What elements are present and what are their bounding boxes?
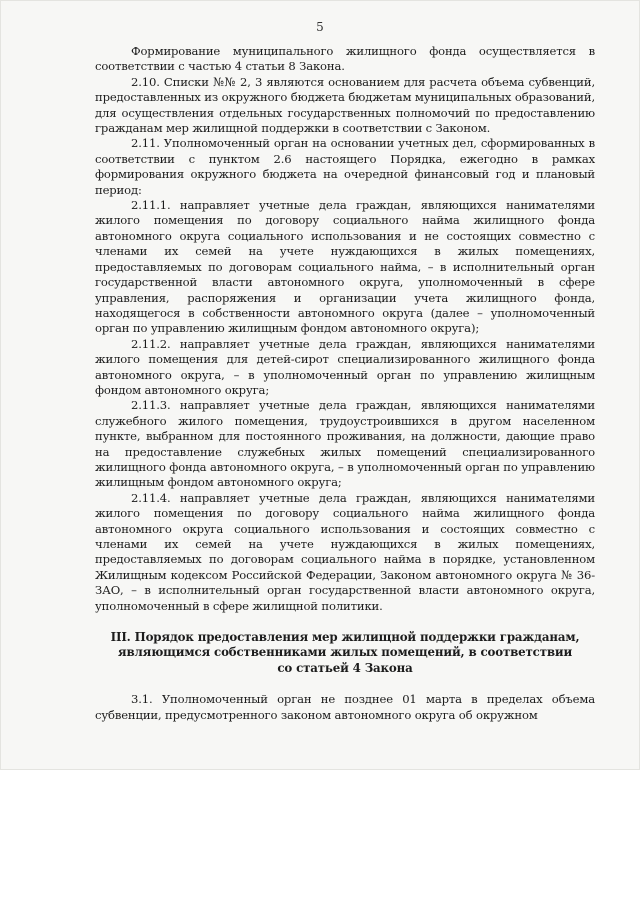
section-heading-line: являющимся собственниками жилых помещений, в соответствии: [117, 645, 573, 660]
paragraph-2-10: 2.10. Списки №№ 2, 3 являются основанием для расчета объема субвенций, предоставленных из окружного бюджета бюджетам муниципальных образований, для осуществления отдельных государственных полномочий по предоставлению гражданам мер жилищной поддержки в соответствии с Законом.: [95, 74, 595, 136]
paragraph-2-11-4: 2.11.4. направляет учетные дела граждан, являющихся нанимателями жилого помещения по договору социального найма жилищного фонда автономного округа социального использования и состоящих совместно с членами их семей на учете нуждающихся в жилых помещениях, предоставляемых по договорам социального найма в порядке, установленном Жилищным кодексом Российской Федерации, Законом автономного округа № 36-ЗАО, – в исполнительный орган государственной власти автономного округа, уполномоченный в сфере жилищной политики.: [95, 490, 595, 613]
page-number: 5: [316, 20, 324, 34]
section-heading-line: со статьей 4 Закона: [277, 660, 413, 675]
paragraph-3-1: 3.1. Уполномоченный орган не позднее 01 марта в пределах объема субвенции, предусмотренного законом автономного округа об окружном: [95, 692, 595, 722]
section-heading-line: III. Порядок предоставления мер жилищной поддержки гражданам,: [110, 630, 580, 645]
document-body: [95, 44, 595, 723]
section-heading-iii: [95, 630, 595, 676]
blank-margin: [0, 770, 640, 905]
paragraph-2-11: 2.11. Уполномоченный орган на основании учетных дел, сформированных в соответствии с пунктом 2.6 настоящего Порядка, ежегодно в рамках формирования окружного бюджета на очередной финансовый год и плановый период:: [95, 136, 595, 197]
paragraph-2-11-2: 2.11.2. направляет учетные дела граждан, являющихся нанимателями жилого помещения для детей-сирот специализированного жилищного фонда автономного округа, – в уполномоченный орган по управлению жилищным фондом автономного округа;: [95, 336, 595, 397]
paragraph-municipal-fund: Формирование муниципального жилищного фонда осуществляется в соответствии с частью 4 статьи 8 Закона.: [95, 44, 595, 74]
paragraph-2-11-1: 2.11.1. направляет учетные дела граждан, являющихся нанимателями жилого помещения по договору социального найма жилищного фонда автономного округа социального использования и не состоящих совместно с членами их семей на учете нуждающихся в жилых помещениях, предоставляемых по договорам социального найма, – в исполнительный орган государственной власти автономного округа, уполномоченный в сфере управления, распоряжения и организации учета жилищного фонда, находящегося в собственности автономного округа (далее – уполномоченный орган по управлению жилищным фондом автономного округа);: [95, 198, 595, 336]
paragraph-2-11-3: 2.11.3. направляет учетные дела граждан, являющихся нанимателями служебного жилого помещения, трудоустроившихся в другом населенном пункте, выбранном для постоянного проживания, на должности, дающие право на предоставление служебных жилых помещений специализированного жилищного фонда автономного округа, – в уполномоченный орган по управлению жилищным фондом автономного округа;: [95, 398, 595, 490]
